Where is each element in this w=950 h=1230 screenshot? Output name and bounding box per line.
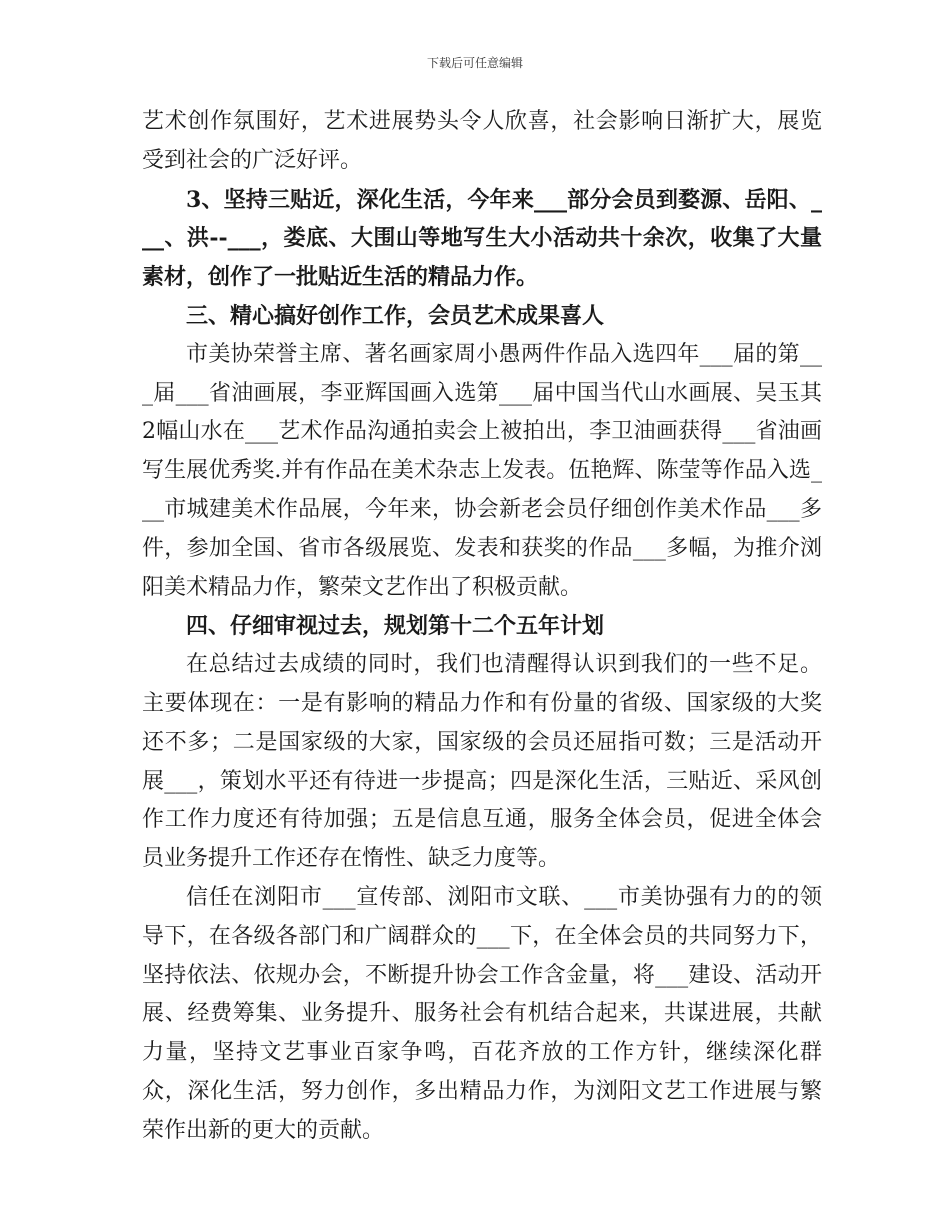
paragraph-outlook: 信任在浏阳市___宣传部、浏阳市文联、___市美协强有力的的领导下，在各级各部门和广阔群众的___下，在全体会员的共同努力下，坚持依法、依规办会，不断提升协会工作含金量，将___建设、活动开展、经费筹集、业务提升、服务社会有机结合起来，共谋进展，共献力量，坚持文艺事业百家争鸣，百花齐放的工作方针，继续深化群众，深化生活，努力创作，多出精品力作，为浏阳文艺工作进展与繁荣作出新的更大的贡献。 (142, 884, 822, 1143)
section-heading-3: 三、精心搞好创作工作，会员艺术成果喜人 (186, 302, 605, 329)
section-heading-4: 四、仔细审视过去，规划第十二个五年计划 (186, 613, 605, 640)
paragraph-shortcomings: 在总结过去成绩的同时，我们也清醒得认识到我们的一些不足。主要体现在：一是有影响的精品力作和有份量的省级、国家级的大奖还不多；二是国家级的大家，国家级的会员还屈指可数；三是活动开展___，策划水平还有待进一步提高；四是深化生活，三贴近、采风创作工作力度还有待加强；五是信息互通，服务全体会员，促进全体会员业务提升工作还存在惰性、缺乏力度等。 (142, 652, 822, 872)
document-body (142, 103, 822, 1151)
paragraph-creation-results: 市美协荣誉主席、著名画家周小愚两件作品入选四年___届的第___届___省油画展，李亚辉国画入选第___届中国当代山水画展、吴玉其2幅山水在___艺术作品沟通拍卖会上被拍出，李卫油画获得___省油画写生展优秀奖.并有作品在美术杂志上发表。伍艳辉、陈莹等作品入选___市城建美术作品展，今年来，协会新老会员仔细创作美术作品___多件，参加全国、省市各级展览、发表和获奖的作品___多幅，为推介浏阳美术精品力作，繁荣文艺作出了积极贡献。 (142, 341, 822, 600)
page-header: 下载后可任意编辑 (426, 56, 523, 70)
paragraph-item-3: 3、坚持三贴近，深化生活，今年来___部分会员到婺源、岳阳、___、洪--___，娄底、大围山等地写生大小活动共十余次，收集了大量素材，创作了一批贴近生活的精品力作。 (142, 186, 822, 291)
paragraph-continuation: 艺术创作氛围好，艺术进展势头令人欣喜，社会影响日渐扩大，展览受到社会的广泛好评。 (142, 109, 822, 173)
